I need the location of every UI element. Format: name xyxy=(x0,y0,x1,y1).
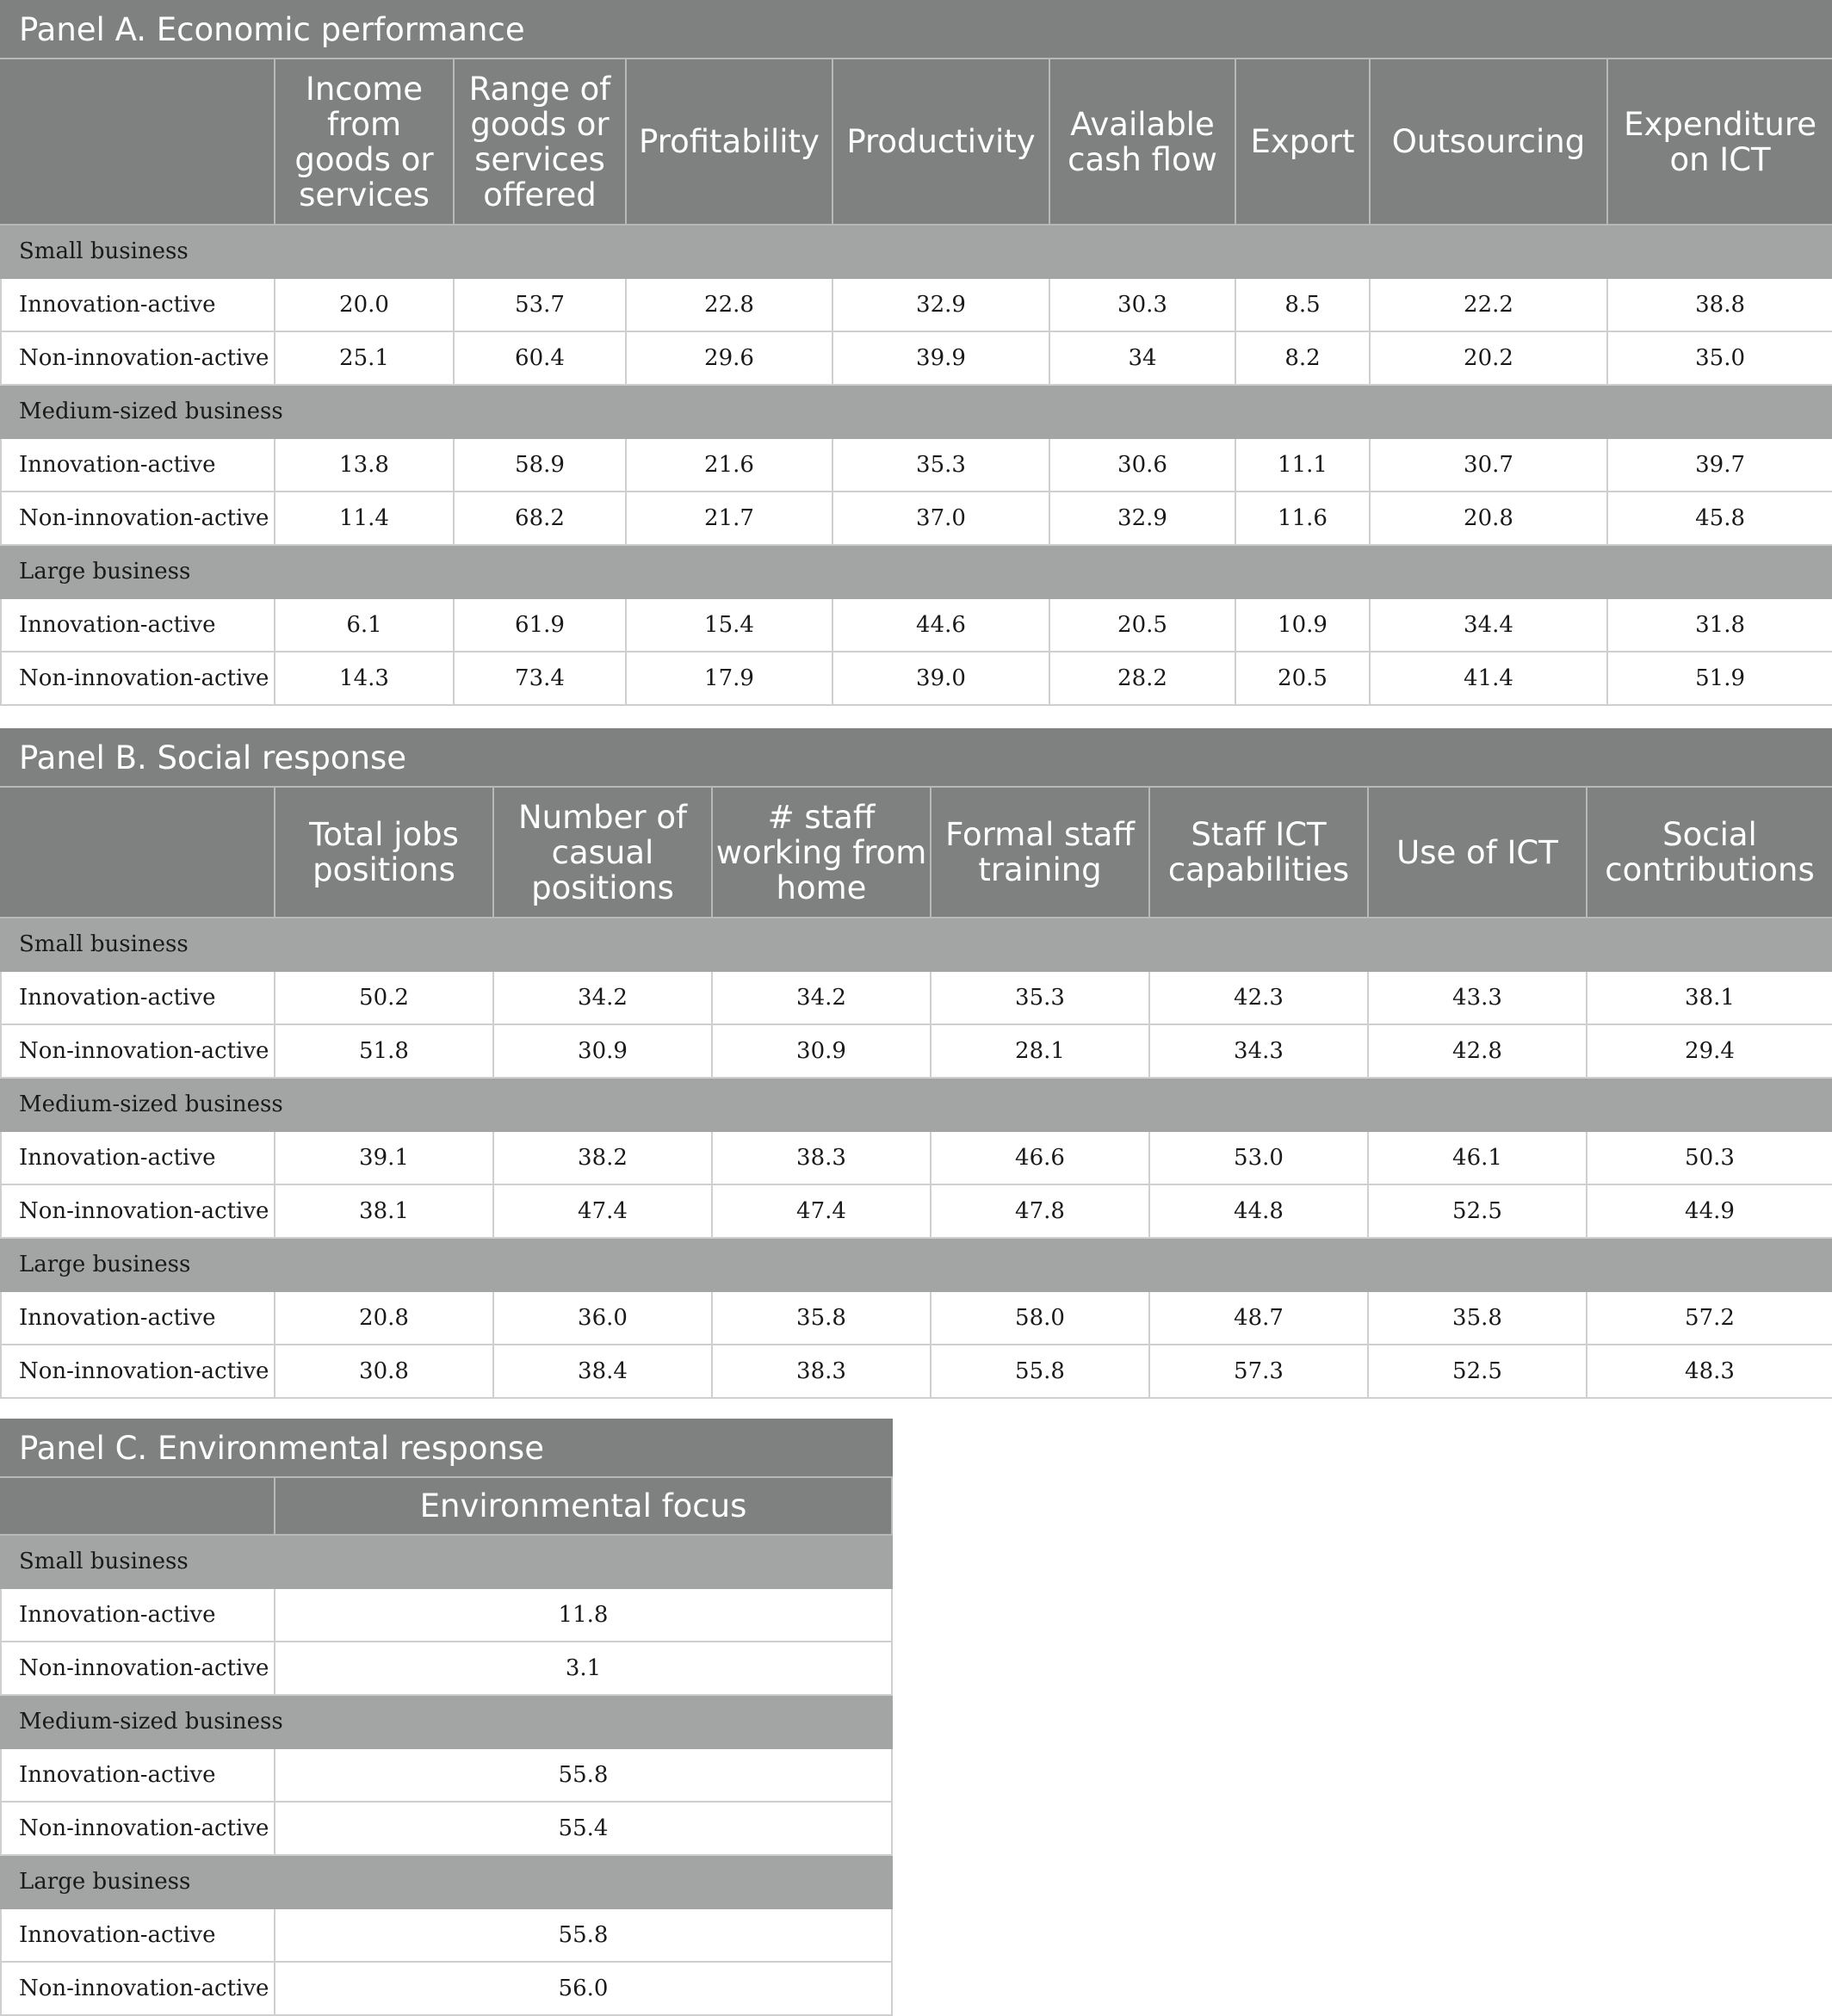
table-cell: 57.3 xyxy=(1149,1345,1368,1398)
row-label: Non-innovation-active xyxy=(1,1962,275,2015)
table-cell: 20.5 xyxy=(1049,598,1235,652)
table-cell: 3.1 xyxy=(275,1642,892,1695)
table-row xyxy=(1,1748,892,1802)
table-cell: 25.1 xyxy=(275,331,454,385)
table-cell: 20.0 xyxy=(275,278,454,331)
table-cell: 39.0 xyxy=(832,652,1049,705)
table-cell: 58.0 xyxy=(931,1291,1149,1345)
table-row xyxy=(1,438,1832,492)
table-cell: 47.8 xyxy=(931,1184,1149,1238)
table-cell: 52.5 xyxy=(1368,1345,1587,1398)
column-header-productivity: Productivity xyxy=(832,59,1049,225)
row-label: Non-innovation-active xyxy=(1,492,275,545)
table-cell: 53.0 xyxy=(1149,1131,1368,1184)
table-cell: 48.7 xyxy=(1149,1291,1368,1345)
table-cell: 51.9 xyxy=(1607,652,1832,705)
column-header-number-of-casual-positions: Number of casual positions xyxy=(493,787,712,918)
table-cell: 55.8 xyxy=(931,1345,1149,1398)
table-cell: 34.4 xyxy=(1370,598,1607,652)
table-cell: 44.6 xyxy=(832,598,1049,652)
row-label: Innovation-active xyxy=(1,1588,275,1642)
row-label: Non-innovation-active xyxy=(1,1184,275,1238)
table-cell: 42.8 xyxy=(1368,1024,1587,1078)
panel-title: Panel A. Economic performance xyxy=(1,1,1832,59)
table-cell: 6.1 xyxy=(275,598,454,652)
table-row xyxy=(1,971,1832,1024)
table-cell: 38.2 xyxy=(493,1131,712,1184)
panel-b xyxy=(0,728,1832,1399)
table-cell: 35.3 xyxy=(832,438,1049,492)
table-cell: 38.3 xyxy=(712,1345,931,1398)
row-label: Non-innovation-active xyxy=(1,1642,275,1695)
header-blank-cell xyxy=(1,1477,275,1535)
table-cell: 30.3 xyxy=(1049,278,1235,331)
column-header-profitability: Profitability xyxy=(626,59,832,225)
table-row xyxy=(1,1908,892,1962)
group-header-medium-sized-business: Medium-sized business xyxy=(1,1695,892,1748)
row-label: Innovation-active xyxy=(1,1748,275,1802)
row-label: Non-innovation-active xyxy=(1,331,275,385)
table-cell: 34.2 xyxy=(712,971,931,1024)
column-header-outsourcing: Outsourcing xyxy=(1370,59,1607,225)
social-response-table xyxy=(0,728,1832,1399)
table-cell: 53.7 xyxy=(454,278,626,331)
table-cell: 38.4 xyxy=(493,1345,712,1398)
table-cell: 38.1 xyxy=(275,1184,493,1238)
table-cell: 20.2 xyxy=(1370,331,1607,385)
row-label: Non-innovation-active xyxy=(1,1024,275,1078)
table-cell: 30.7 xyxy=(1370,438,1607,492)
table-cell: 34.3 xyxy=(1149,1024,1368,1078)
table-cell: 30.6 xyxy=(1049,438,1235,492)
table-cell: 11.1 xyxy=(1235,438,1370,492)
panel-title: Panel B. Social response xyxy=(1,729,1832,787)
table-row xyxy=(1,1345,1832,1398)
row-label: Innovation-active xyxy=(1,971,275,1024)
panel-title: Panel C. Environmental response xyxy=(1,1419,892,1477)
table-cell: 46.1 xyxy=(1368,1131,1587,1184)
row-label: Non-innovation-active xyxy=(1,1345,275,1398)
column-header-social-contributions: Social contributions xyxy=(1587,787,1832,918)
table-cell: 30.9 xyxy=(712,1024,931,1078)
table-cell: 32.9 xyxy=(832,278,1049,331)
table-cell: 60.4 xyxy=(454,331,626,385)
group-header-medium-sized-business: Medium-sized business xyxy=(1,385,1832,438)
table-cell: 38.3 xyxy=(712,1131,931,1184)
row-label: Innovation-active xyxy=(1,438,275,492)
table-cell: 11.6 xyxy=(1235,492,1370,545)
table-cell: 35.3 xyxy=(931,971,1149,1024)
panel-c xyxy=(0,1419,893,2016)
table-row xyxy=(1,1802,892,1855)
table-cell: 22.2 xyxy=(1370,278,1607,331)
table-cell: 56.0 xyxy=(275,1962,892,2015)
table-row xyxy=(1,492,1832,545)
table-row xyxy=(1,1962,892,2015)
table-row xyxy=(1,652,1832,705)
column-header-environmental-focus: Environmental focus xyxy=(275,1477,892,1535)
table-cell: 35.0 xyxy=(1607,331,1832,385)
table-cell: 34 xyxy=(1049,331,1235,385)
column-header-staff-ict-capabilities: Staff ICT capabilities xyxy=(1149,787,1368,918)
table-cell: 38.8 xyxy=(1607,278,1832,331)
table-cell: 37.0 xyxy=(832,492,1049,545)
table-cell: 28.2 xyxy=(1049,652,1235,705)
table-row xyxy=(1,1291,1832,1345)
table-cell: 55.4 xyxy=(275,1802,892,1855)
column-header-formal-staff-training: Formal staff training xyxy=(931,787,1149,918)
table-cell: 39.1 xyxy=(275,1131,493,1184)
table-cell: 8.2 xyxy=(1235,331,1370,385)
table-cell: 58.9 xyxy=(454,438,626,492)
column-header-export: Export xyxy=(1235,59,1370,225)
table-cell: 55.8 xyxy=(275,1748,892,1802)
table-cell: 28.1 xyxy=(931,1024,1149,1078)
table-cell: 10.9 xyxy=(1235,598,1370,652)
table-cell: 52.5 xyxy=(1368,1184,1587,1238)
group-header-small-business: Small business xyxy=(1,918,1832,971)
group-header-large-business: Large business xyxy=(1,1855,892,1908)
table-row xyxy=(1,1184,1832,1238)
table-row xyxy=(1,1024,1832,1078)
row-label: Non-innovation-active xyxy=(1,652,275,705)
table-cell: 55.8 xyxy=(275,1908,892,1962)
table-cell: 35.8 xyxy=(1368,1291,1587,1345)
header-blank-cell xyxy=(1,787,275,918)
table-cell: 35.8 xyxy=(712,1291,931,1345)
table-cell: 20.8 xyxy=(1370,492,1607,545)
table-cell: 47.4 xyxy=(712,1184,931,1238)
row-label: Innovation-active xyxy=(1,1908,275,1962)
table-cell: 42.3 xyxy=(1149,971,1368,1024)
table-cell: 39.9 xyxy=(832,331,1049,385)
panel-a xyxy=(0,0,1832,706)
row-label: Non-innovation-active xyxy=(1,1802,275,1855)
table-row xyxy=(1,1131,1832,1184)
table-cell: 47.4 xyxy=(493,1184,712,1238)
environmental-response-table xyxy=(0,1419,893,2016)
table-cell: 29.6 xyxy=(626,331,832,385)
table-row xyxy=(1,1588,892,1642)
table-cell: 57.2 xyxy=(1587,1291,1832,1345)
table-cell: 21.6 xyxy=(626,438,832,492)
row-label: Innovation-active xyxy=(1,1131,275,1184)
column-header-expenditure-on-ict: Expenditure on ICT xyxy=(1607,59,1832,225)
table-cell: 45.8 xyxy=(1607,492,1832,545)
table-cell: 20.8 xyxy=(275,1291,493,1345)
column-header-staff-working-from-home: # staff working from home xyxy=(712,787,931,918)
column-header-available-cash-flow: Available cash flow xyxy=(1049,59,1235,225)
column-header-use-of-ict: Use of ICT xyxy=(1368,787,1587,918)
table-cell: 39.7 xyxy=(1607,438,1832,492)
table-cell: 17.9 xyxy=(626,652,832,705)
table-cell: 30.8 xyxy=(275,1345,493,1398)
table-cell: 32.9 xyxy=(1049,492,1235,545)
table-row xyxy=(1,1642,892,1695)
table-cell: 44.9 xyxy=(1587,1184,1832,1238)
table-cell: 61.9 xyxy=(454,598,626,652)
table-cell: 14.3 xyxy=(275,652,454,705)
table-cell: 22.8 xyxy=(626,278,832,331)
table-cell: 43.3 xyxy=(1368,971,1587,1024)
column-header-range-of-goods-or-services-offered: Range of goods or services offered xyxy=(454,59,626,225)
table-cell: 50.3 xyxy=(1587,1131,1832,1184)
table-cell: 30.9 xyxy=(493,1024,712,1078)
table-cell: 13.8 xyxy=(275,438,454,492)
row-label: Innovation-active xyxy=(1,278,275,331)
economic-performance-table xyxy=(0,0,1832,706)
table-cell: 8.5 xyxy=(1235,278,1370,331)
table-cell: 73.4 xyxy=(454,652,626,705)
table-cell: 48.3 xyxy=(1587,1345,1832,1398)
table-cell: 21.7 xyxy=(626,492,832,545)
table-cell: 46.6 xyxy=(931,1131,1149,1184)
group-header-large-business: Large business xyxy=(1,545,1832,598)
table-cell: 34.2 xyxy=(493,971,712,1024)
table-cell: 68.2 xyxy=(454,492,626,545)
table-cell: 31.8 xyxy=(1607,598,1832,652)
table-cell: 44.8 xyxy=(1149,1184,1368,1238)
column-header-total-jobs-positions: Total jobs positions xyxy=(275,787,493,918)
table-cell: 41.4 xyxy=(1370,652,1607,705)
group-header-medium-sized-business: Medium-sized business xyxy=(1,1078,1832,1131)
table-row xyxy=(1,278,1832,331)
group-header-small-business: Small business xyxy=(1,1535,892,1588)
table-cell: 15.4 xyxy=(626,598,832,652)
table-cell: 36.0 xyxy=(493,1291,712,1345)
table-row xyxy=(1,598,1832,652)
row-label: Innovation-active xyxy=(1,1291,275,1345)
table-cell: 11.4 xyxy=(275,492,454,545)
table-cell: 11.8 xyxy=(275,1588,892,1642)
table-row xyxy=(1,331,1832,385)
group-header-small-business: Small business xyxy=(1,225,1832,278)
table-cell: 51.8 xyxy=(275,1024,493,1078)
table-cell: 38.1 xyxy=(1587,971,1832,1024)
row-label: Innovation-active xyxy=(1,598,275,652)
column-header-income-from-goods-or-services: Income from goods or services xyxy=(275,59,454,225)
header-blank-cell xyxy=(1,59,275,225)
table-cell: 20.5 xyxy=(1235,652,1370,705)
table-cell: 29.4 xyxy=(1587,1024,1832,1078)
table-cell: 50.2 xyxy=(275,971,493,1024)
group-header-large-business: Large business xyxy=(1,1238,1832,1291)
